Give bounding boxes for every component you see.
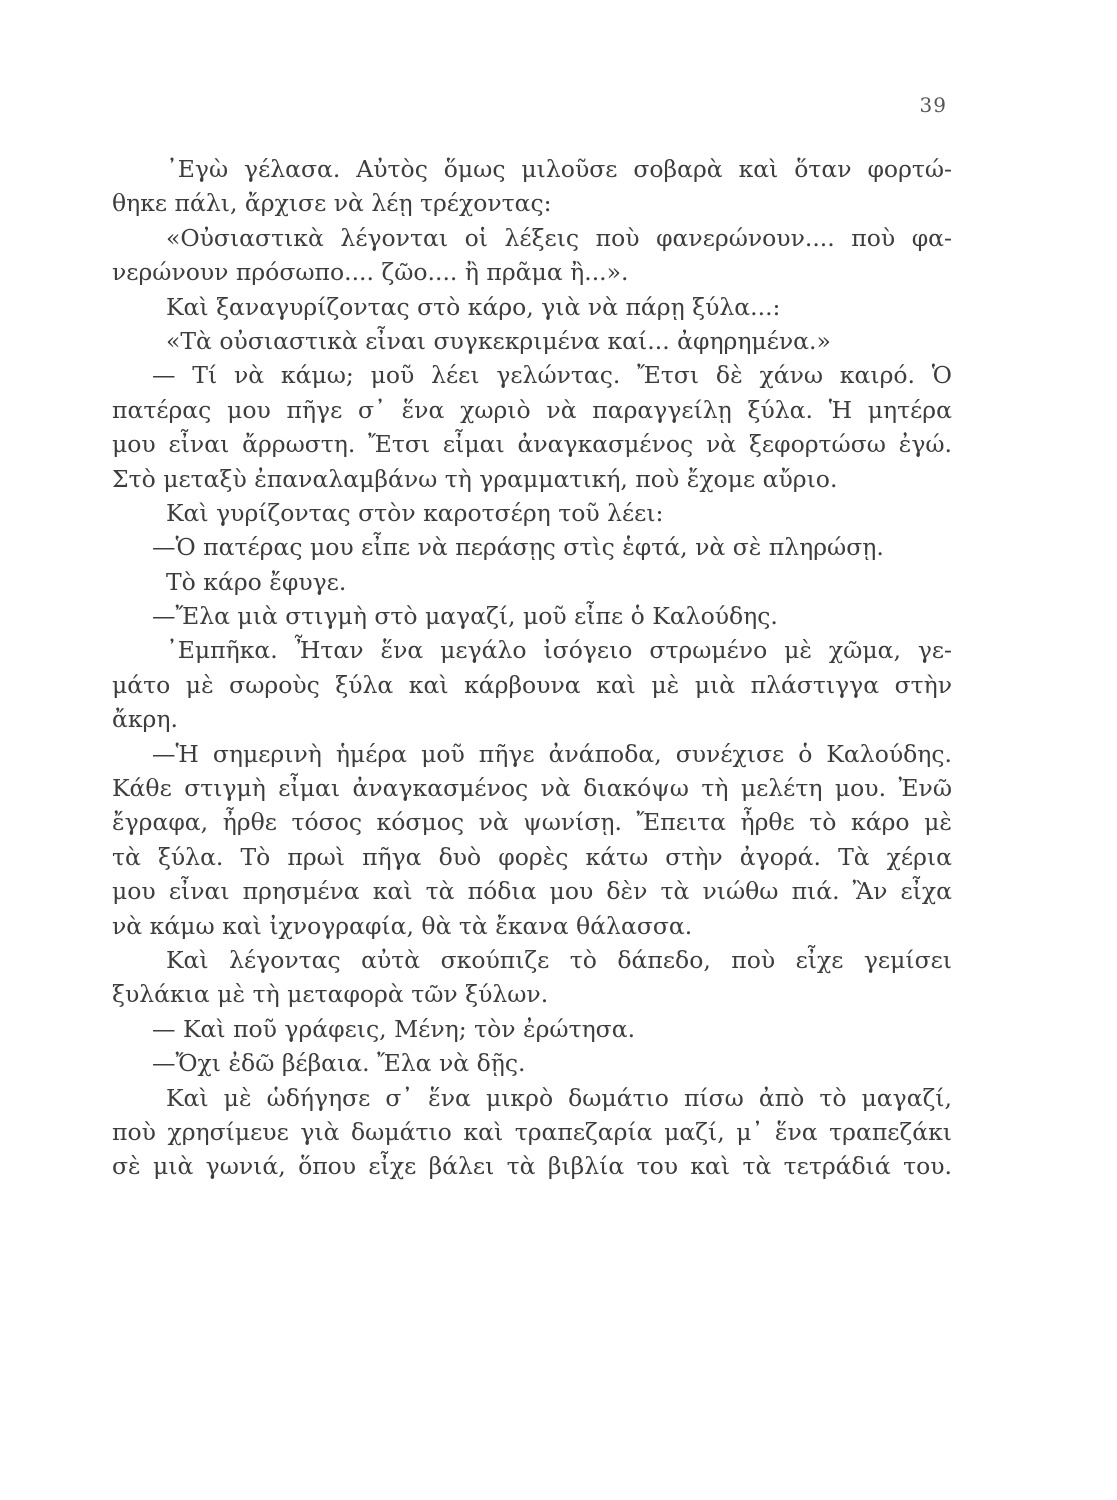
body-text [112,152,952,1184]
text-line: Καὶ ξαναγυρίζοντας στὸ κάρο, γιὰ νὰ πάρῃ ξύλα...: [166,292,781,321]
text-line: μου εἶναι ἄρρωστη. Ἔτσι εἶμαι ἀναγκασμένος νὰ ξεφορτώσω ἐγώ. [112,430,952,459]
text-line: ᾿Εμπῆκα. Ἦταν ἕνα μεγάλο ἰσόγειο στρωμένο μὲ χῶμα, γε- [166,636,952,665]
text-line: Κάθε στιγμὴ εἶμαι ἀναγκασμένος νὰ διακόψω τὴ μελέτη μου. Ἐνῶ [112,774,952,803]
text-line: Καὶ μὲ ὡδήγησε σ᾿ ἕνα μικρὸ δωμάτιο πίσω ἀπὸ τὸ μαγαζί, [166,1083,952,1112]
text-line: ἔγραφα, ἦρθε τόσος κόσμος νὰ ψωνίσῃ. Ἔπειτα ἦρθε τὸ κάρο μὲ [112,808,952,837]
text-line: τὰ ξύλα. Τὸ πρωὶ πῆγα δυὸ φορὲς κάτω στὴν ἀγορά. Τὰ χέρια [112,842,952,871]
text-line: — Καὶ ποῦ γράφεις, Μένη; τὸν ἐρώτησα. [152,1014,636,1043]
text-line: «Οὐσιαστικὰ λέγονται οἱ λέξεις ποὺ φανερώνουν.... ποὺ φα- [166,223,952,252]
text-line: —Ὁ πατέρας μου εἶπε νὰ περάσῃς στὶς ἑφτά, νὰ σὲ πληρώσῃ. [152,533,884,562]
text-line: —Ἡ σημερινὴ ἡμέρα μοῦ πῆγε ἀνάποδα, συνέχισε ὁ Καλούδης. [152,739,952,768]
text-line: Στὸ μεταξὺ ἐπαναλαμβάνω τὴ γραμματική, ποὺ ἔχομε αὔριο. [112,464,838,493]
text-line: —Ἔλα μιὰ στιγμὴ στὸ μαγαζί, μοῦ εἶπε ὁ Καλούδης. [152,602,778,631]
text-line: — Τί νὰ κάμω; μοῦ λέει γελώντας. Ἔτσι δὲ χάνω καιρό. Ὁ [152,361,952,390]
text-line: ξυλάκια μὲ τὴ μεταφορὰ τῶν ξύλων. [112,980,549,1009]
page-number: 39 [919,93,947,117]
text-line: μου εἶναι πρησμένα καὶ τὰ πόδια μου δὲν τὰ νιώθω πιά. Ἂν εἶχα [112,877,952,906]
text-line: «Τὰ οὐσιαστικὰ εἶναι συγκεκριμένα καί... ἀφηρημένα.» [166,326,831,355]
text-line: —Ὄχι ἐδῶ βέβαια. Ἔλα νὰ δῇς. [152,1049,526,1078]
text-line: ποὺ χρησίμευε γιὰ δωμάτιο καὶ τραπεζαρία μαζί, μ᾿ ἕνα τραπεζάκι [112,1117,952,1146]
text-line: ᾿Εγὼ γέλασα. Αὐτὸς ὅμως μιλοῦσε σοβαρὰ καὶ ὅταν φορτώ- [166,155,952,183]
text-line: σὲ μιὰ γωνιά, ὅπου εἶχε βάλει τὰ βιβλία του καὶ τὰ τετράδιά του. [112,1152,952,1181]
text-line: νερώνουν πρόσωπο.... ζῶο.... ἢ πρᾶμα ἢ...». [112,258,629,287]
text-line: πατέρας μου πῆγε σ᾿ ἕνα χωριὸ νὰ παραγγείλῃ ξύλα. Ἡ μητέρα [112,395,952,424]
text-line: Καὶ γυρίζοντας στὸν καροτσέρη τοῦ λέει: [166,498,664,527]
text-line: θηκε πάλι, ἄρχισε νὰ λέῃ τρέχοντας: [112,189,552,218]
text-line: ἄκρη. [112,705,178,734]
text-line: μάτο μὲ σωροὺς ξύλα καὶ κάρβουνα καὶ μὲ μιὰ πλάστιγγα στὴν [112,670,952,699]
text-line: νὰ κάμω καὶ ἰχνογραφία, θὰ τὰ ἔκανα θάλασσα. [112,911,693,940]
text-line: Τὸ κάρο ἔφυγε. [166,567,347,596]
text-line: Καὶ λέγοντας αὐτὰ σκούπιζε τὸ δάπεδο, ποὺ εἶχε γεμίσει [166,945,952,974]
